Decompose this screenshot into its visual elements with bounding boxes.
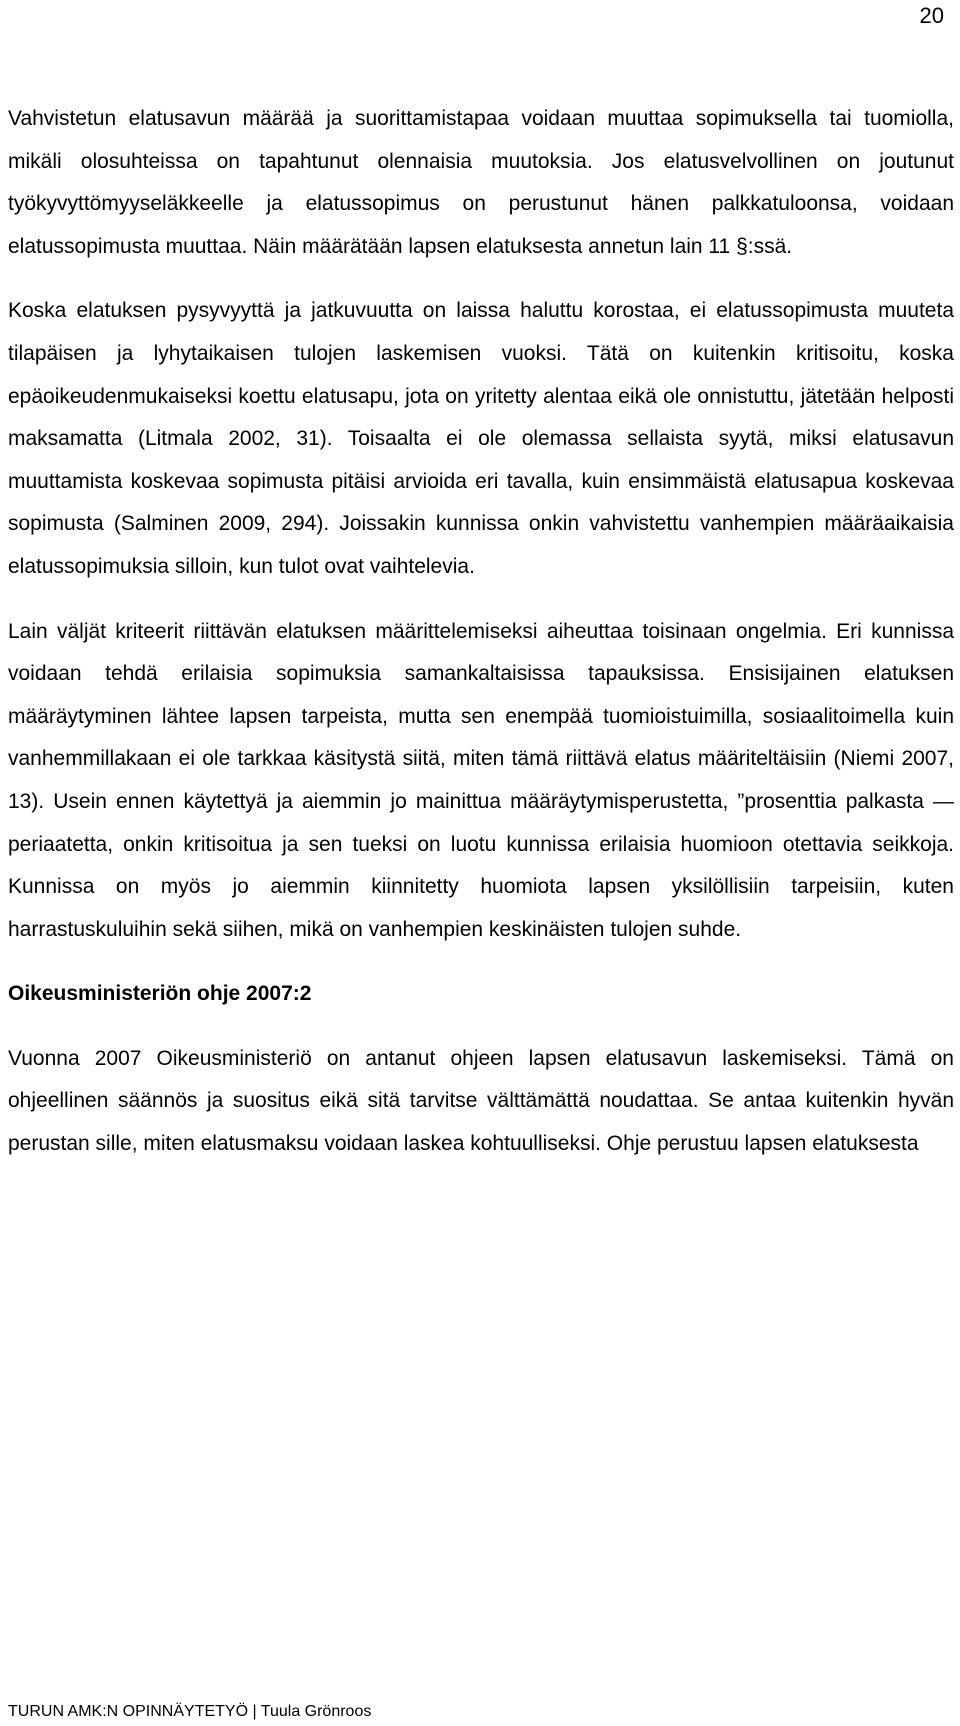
paragraph-4: Vuonna 2007 Oikeusministeriö on antanut ohjeen lapsen elatusavun laskemiseksi. Tämä on ohjeellinen säännös ja suositus eikä sitä tarvitse välttämättä noudattaa. Se antaa kuitenkin hyvän perustan sille, miten elatusmaksu voidaan laskea kohtuulliseksi. Ohje perustuu lapsen elatuksesta — [8, 1046, 954, 1156]
paragraph-1: Vahvistetun elatusavun määrää ja suorittamistapaa voidaan muuttaa sopimuksella tai tuomiolla, mikäli olosuhteissa on tapahtunut olennaisia muutoksia. Jos elatusvelvollinen on joutunut työkyvyttömyyseläkkeelle ja elatussopimus on perustunut hänen palkkatuloonsa, voidaan elatussopimusta muuttaa. Näin määrätään lapsen elatuksesta annetun lain 11 §:ssä. — [8, 107, 954, 258]
paragraph-gap — [8, 589, 954, 611]
paragraph-3: Lain väljät kriteerit riittävän elatuksen määrittelemiseksi aiheuttaa toisinaan ongelmia. Eri kunnissa voidaan tehdä erilaisia sopimuksia samankaltaisissa tapauksissa. Ensisijainen elatuksen määräytyminen lähtee lapsen tarpeista, mutta sen enempää tuomioistuimilla, sosiaalitoimella kuin vanhemmillakaan ei ole tarkkaa käsitystä siitä, miten tämä riittävä elatus määriteltäisiin (Niemi 2007, 13). Usein ennen käytettyä ja aiemmin jo mainittua määräytymisperustetta, ”prosenttia palkasta — periaatetta, onkin kritisoitua ja sen tueksi on luotu kunnissa erilaisia huomioon otettavia seikkoja. Kunnissa on myös jo aiemmin kiinnitetty huomiota lapsen yksilöllisiin tarpeisiin, kuten harrastuskuluihin sekä siihen, mikä on vanhempien keskinäisten tulojen suhde. — [8, 619, 954, 941]
paragraph-2: Koska elatuksen pysyvyyttä ja jatkuvuutta on laissa haluttu korostaa, ei elatussopimusta muuteta tilapäisen ja lyhytaikaisen tulojen laskemisen vuoksi. Tätä on kuitenkin kritisoitu, koska epäoikeudenmukaiseksi koettu elatusapu, jota on yritetty alentaa eikä ole onnistuttu, jätetään helposti maksamatta (Litmala 2002, 31). Toisaalta ei ole olemassa sellaista syytä, miksi elatusavun muuttamista koskevaa sopimusta pitäisi arvioida eri tavalla, kuin ensimmäistä elatusapua koskevaa sopimusta (Salminen 2009, 294). Joissakin kunnissa onkin vahvistettu vanhempien määräaikaisia elatussopimuksia silloin, kun tulot ovat vaihtelevia. — [8, 299, 954, 578]
section-heading: Oikeusministeriön ohje 2007:2 — [8, 982, 312, 1006]
page-number: 20 — [919, 3, 944, 28]
document-body — [8, 98, 954, 1166]
page-footer: TURUN AMK:N OPINNÄYTETYÖ | Tuula Grönroos — [8, 1703, 372, 1720]
paragraph-gap — [8, 1016, 954, 1038]
paragraph-gap — [8, 268, 954, 290]
paragraph-gap — [8, 951, 954, 973]
